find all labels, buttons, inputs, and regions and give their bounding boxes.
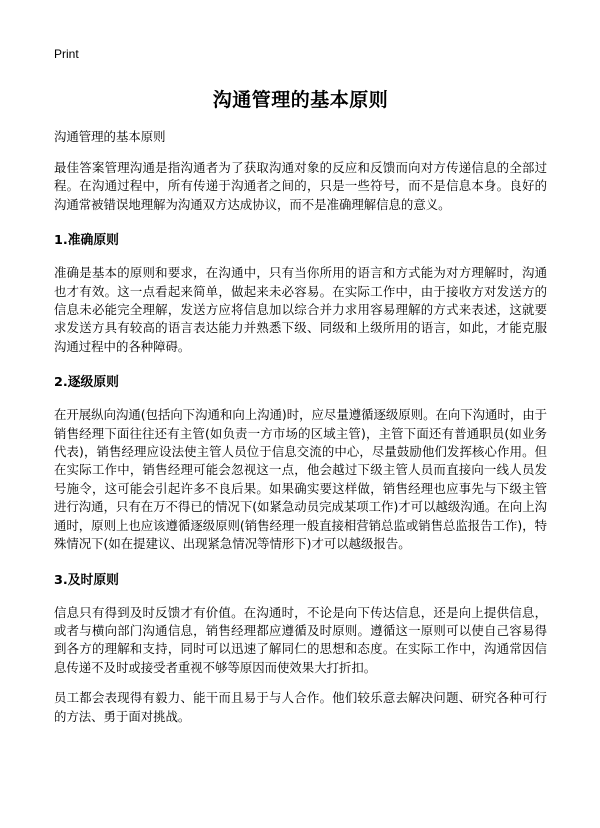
section-body-accuracy: 准确是基本的原则和要求，在沟通中，只有当你所用的语言和方式能为对方理解时，沟通也才有效。这一点看起来简单，做起来未必容易。在实际工作中，由于接收方对发送方的信息未必能完全理解，发送方应将信息加以综合并力求用容易理解的方式来表述，这就要求发送方具有较高的语言表达能力并熟悉下级、同级和上级所用的语言，如此，才能克服沟通过程中的各种障碍。	[54, 265, 547, 354]
section-body-hierarchy: 在开展纵向沟通(包括向下沟通和向上沟通)时，应尽量遵循逐级原则。在向下沟通时，由于销售经理下面往往还有主管(如负责一方市场的区域主管)，主管下面还有普通职员(如业务代表)，销售经理应设法使主管人员位于信息交流的中心，尽量鼓励他们发挥核心作用。但在实际工作中，销售经理可能会忽视这一点，他会越过下级主管人员而直接向一线人员发号施令，这可能会引起许多不良后果。如果确实要这样做，销售经理也应事先与下级主管进行沟通，只有在万不得已的情况下(如紧急动员完成某项工作)才可以越级沟通。在向上沟通时，原则上也应该遵循逐级原则(销售经理一般直接相营销总监或销售总监报告工作)，特殊情况下(如在提建议、出现紧急情况等情形下)才可以越级报告。	[54, 407, 547, 552]
section-heading-hierarchy: 2.逐级原则	[54, 375, 119, 391]
document-subtitle: 沟通管理的基本原则	[54, 129, 166, 144]
section-heading-timeliness: 3.及时原则	[54, 572, 119, 588]
print-link[interactable]: Print	[54, 47, 79, 61]
document-title: 沟通管理的基本原则	[212, 89, 389, 111]
intro-paragraph: 最佳答案管理沟通是指沟通者为了获取沟通对象的反应和反馈而向对方传递信息的全部过程。在沟通过程中，所有传递于沟通者之间的，只是一些符号，而不是信息本身。良好的沟通常被错误地理解为沟通双方达成协议，而不是准确理解信息的意义。	[54, 160, 547, 212]
section-heading-accuracy: 1.准确原则	[54, 233, 119, 249]
closing-paragraph: 员工都会表现得有毅力、能干而且易于与人合作。他们较乐意去解决问题、研究各种可行的方法、勇于面对挑战。	[54, 690, 547, 724]
section-body-timeliness: 信息只有得到及时反馈才有价值。在沟通时，不论是向下传达信息，还是向上提供信息，或者与横向部门沟通信息，销售经理都应遵循及时原则。遵循这一原则可以使自己容易得到各方的理解和支持，同时可以迅速了解同仁的思想和态度。在实际工作中，沟通常因信息传递不及时或接受者重视不够等原因而使效果大打折扣。	[54, 604, 547, 675]
